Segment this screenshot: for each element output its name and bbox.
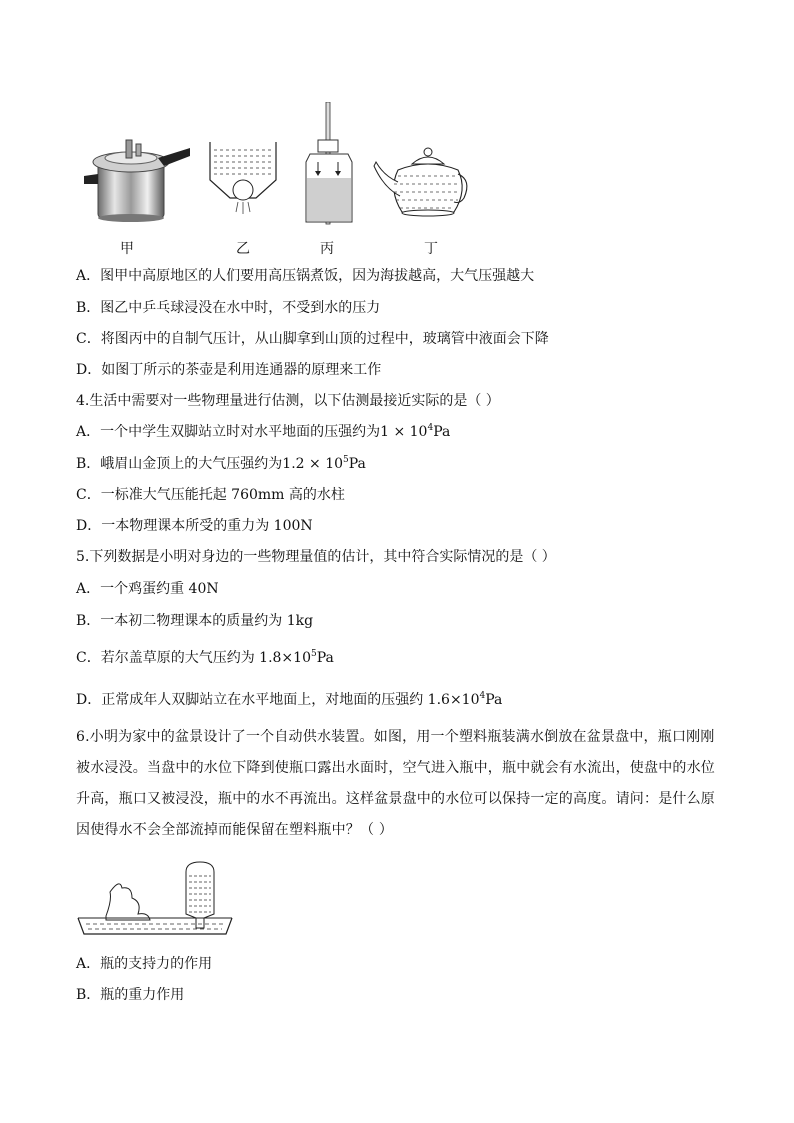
q5-option-c bbox=[76, 648, 334, 668]
figure-label-jia: 甲 bbox=[120, 241, 134, 257]
q5-option-d-unit: Pa bbox=[485, 692, 503, 708]
q5-option-b: B．一本初二物理课本的质量约为 1kg bbox=[76, 613, 314, 629]
q3-option-c: C．将图丙中的自制气压计，从山脚拿到山顶的过程中，玻璃管中液面会下降 bbox=[76, 331, 549, 347]
q5-option-c-text: C．若尔盖草原的大气压约为 1.8×10 bbox=[76, 650, 311, 666]
q4-option-a-text: A．一个中学生双脚站立时对水平地面的压强约为 bbox=[76, 424, 381, 440]
q6-stem: 6.小明为家中的盆景设计了一个自动供水装置。如图，用一个塑料瓶装满水倒放在盆景盘中，瓶口刚刚被水浸没。当盘中的水位下降到使瓶口露出水面时，空气进入瓶中，瓶中就会有水流出，使盘中的水位升高，瓶口又被浸没，瓶中的水不再流出。这样盆景盘中的水位可以保持一定的高度。请问：是什么原因使得水不会全部流掉而能保留在塑料瓶中？（ ） bbox=[76, 729, 715, 838]
q4-option-d: D．一本物理课本所受的重力为 100N bbox=[76, 518, 313, 534]
figure-label-ding: 丁 bbox=[424, 241, 438, 257]
q4-option-a-unit: Pa bbox=[433, 424, 451, 440]
figure-row bbox=[74, 100, 494, 260]
q4-option-a-exponent: 4 bbox=[427, 423, 434, 433]
q6-option-a: A．瓶的支持力的作用 bbox=[76, 956, 213, 972]
barometer-bottle-figure bbox=[302, 102, 356, 227]
q5-option-c-exponent: 5 bbox=[310, 649, 317, 659]
figure-label-yi: 乙 bbox=[236, 241, 250, 257]
plant-water-device-figure bbox=[76, 856, 236, 942]
q3-option-b: B．图乙中乒乓球浸没在水中时，不受到水的压力 bbox=[76, 300, 381, 316]
q4-option-b-value: 1.2 × 10 bbox=[282, 456, 344, 472]
figure-label-bing: 丙 bbox=[320, 241, 334, 257]
q6-option-b: B．瓶的重力作用 bbox=[76, 987, 185, 1003]
q4-option-b-text: B．峨眉山金顶上的大气压强约为 bbox=[76, 456, 283, 472]
q3-option-d: D．如图丁所示的茶壶是利用连通器的原理来工作 bbox=[76, 362, 382, 378]
q5-option-a: A．一个鸡蛋约重 40N bbox=[76, 581, 219, 597]
q4-option-b-exponent: 5 bbox=[343, 455, 349, 465]
q5-option-d bbox=[76, 690, 502, 710]
q4-option-b-unit: Pa bbox=[348, 456, 366, 472]
pingpong-figure bbox=[208, 140, 278, 220]
q4-option-a bbox=[76, 422, 450, 442]
q4-option-a-value: 1 × 10 bbox=[380, 424, 428, 440]
q5-stem: 5.下列数据是小明对身边的一些物理量值的估计，其中符合实际情况的是（ ） bbox=[76, 549, 556, 565]
q4-option-c: C．一标准大气压能托起 760mm 高的水柱 bbox=[76, 487, 345, 503]
q5-option-c-unit: Pa bbox=[316, 650, 334, 666]
q4-stem: 4.生活中需要对一些物理量进行估测，以下估测最接近实际的是（ ） bbox=[76, 393, 500, 409]
q4-option-b bbox=[76, 454, 366, 474]
teapot-figure bbox=[372, 146, 472, 221]
pressure-cooker-figure bbox=[80, 128, 192, 223]
q5-option-d-text: D．正常成年人双脚站立在水平地面上，对地面的压强约 1.6×10 bbox=[76, 692, 480, 708]
q3-option-a: A．图甲中高原地区的人们要用高压锅煮饭，因为海拔越高，大气压强越大 bbox=[76, 268, 535, 284]
q5-option-d-exponent: 4 bbox=[479, 691, 486, 701]
